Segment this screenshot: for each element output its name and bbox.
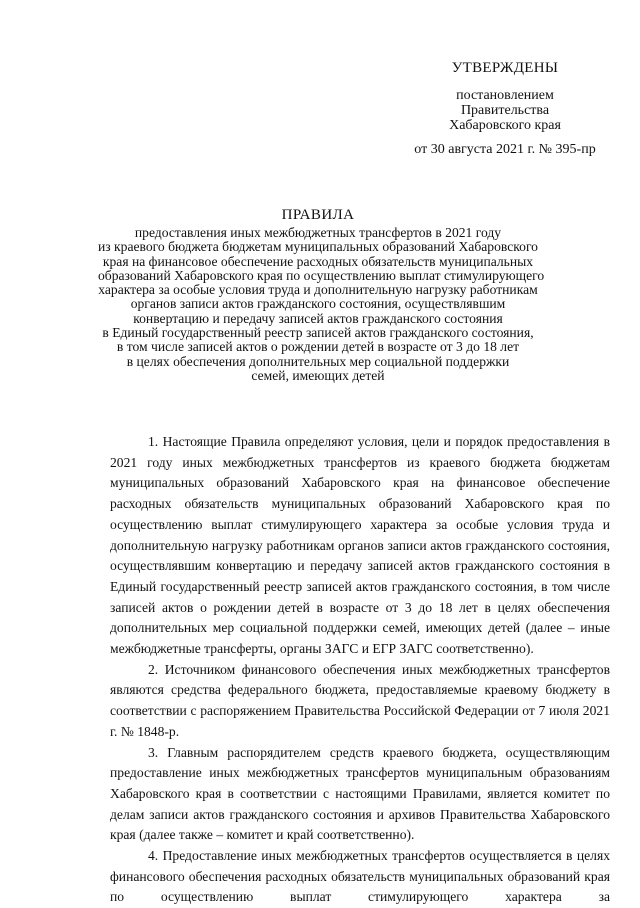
subtitle-line: из краевого бюджета бюджетам муниципальных образований Хабаровского (98, 239, 538, 255)
approval-line-1: постановлением (456, 88, 554, 103)
paragraph-1: 1. Настоящие Правила определяют условия, цели и порядок предоставления в 2021 году иных межбюджетных трансфертов из краевого бюджета бюджетам муниципальных образований Хабаровского края на финансовое обеспечение расходных обязательств муниципальных образований Хабаровского края по осуществлению выплат стимулирующего характера за особые условия труда и дополнительную нагрузку работникам органов записи актов гражданского состояния, осуществлявшим конвертацию и передачу записей актов гражданского состояния в Единый государственный реестр записей актов гражданского состояния, в том числе записей актов о рождении детей в возрасте от 3 до 18 лет в целях обеспечения дополнительных мер социальной поддержки семей, имеющих детей (далее – иные межбюджетные трансферты, органы ЗАГС и ЕГР ЗАГС соответственно). (110, 434, 610, 657)
subtitle-line: предоставления иных межбюджетных трансфертов в 2021 году (134, 225, 502, 240)
paragraph-4: 4. Предоставление иных межбюджетных трансфертов осуществляется в целях финансового обеспечения расходных обязательств муниципальных образований края по осуществлению выплат стимулирующего характера за (110, 848, 610, 905)
approval-stamp (395, 58, 615, 158)
approval-line-3: Хабаровского края (449, 118, 561, 133)
subtitle-line: органов записи актов гражданского состояния, осуществлявшим (130, 296, 506, 312)
subtitle-line: в том числе записей актов о рождении детей в возрасте от 3 до 18 лет (116, 339, 520, 355)
document-title: ПРАВИЛА (281, 207, 355, 223)
subtitle-line: в Единый государственный реестр записей актов гражданского состояния, (102, 325, 534, 341)
approval-heading: УТВЕРЖДЕНЫ (451, 60, 559, 76)
subtitle-line: в целях обеспечения дополнительных мер социальной поддержки (126, 353, 510, 369)
subtitle-line: характера за особые условия труда и дополнительную нагрузку работникам (98, 282, 538, 298)
approval-date: от 30 августа 2021 г. № 395-пр (414, 142, 596, 157)
subtitle-line: конвертацию и передачу записей актов гражданского состояния (133, 310, 503, 326)
paragraph-3: 3. Главным распорядителем средств краевого бюджета, осуществляющим предоставление иных межбюджетных трансфертов муниципальным образованиям Хабаровского края в соответствии с настоящими Правилами, является комитет по делам записи актов гражданского состояния и архивов Правительства Хабаровского края (далее также – комитет и край соответственно). (110, 744, 610, 843)
document-body (110, 432, 610, 908)
document-title-block (98, 207, 545, 383)
paragraph-2: 2. Источником финансового обеспечения иных межбюджетных трансфертов являются средства федерального бюджета, предоставляемые краевому бюджету в соответствии с распоряжением Правительства Российской Федерации от 7 июля 2021 г. № 1848-р. (110, 661, 610, 739)
subtitle-line: края на финансовое обеспечение расходных обязательств муниципальных (102, 253, 534, 269)
approval-line-2: Правительства (460, 103, 550, 118)
subtitle-line: семей, имеющих детей (251, 367, 385, 383)
subtitle-line: образований Хабаровского края по осуществлению выплат стимулирующего (98, 267, 545, 283)
